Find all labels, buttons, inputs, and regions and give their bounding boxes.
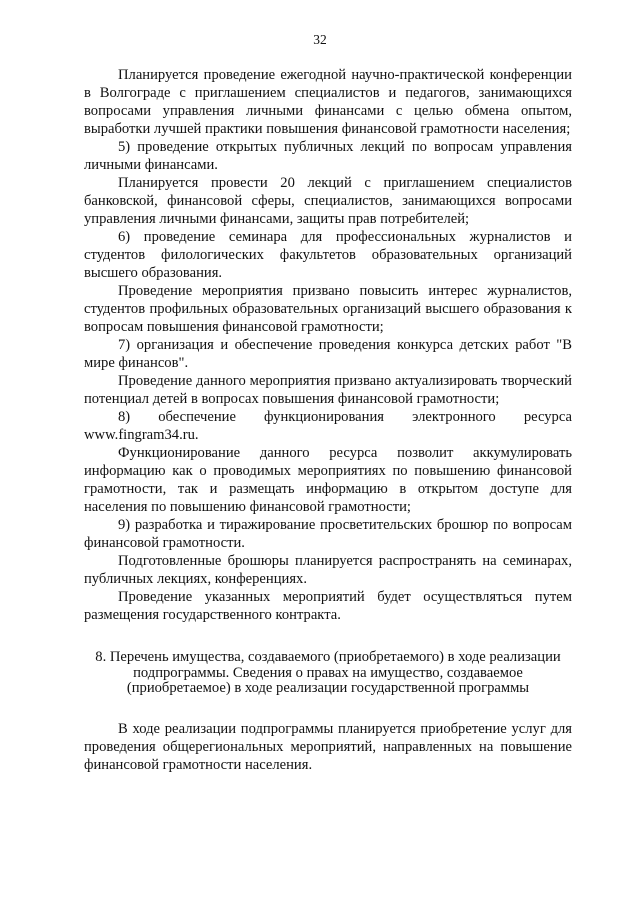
section-heading: 8. Перечень имущества, создаваемого (приобретаемого) в ходе реализации подпрограммы. Сведения о правах на имущество, создаваемое (приобретаемое) в ходе реализации государственной программы [95,649,561,696]
paragraph: 8) обеспечение функционирования электронного ресурса www.fingram34.ru. [84,409,572,443]
paragraph: 5) проведение открытых публичных лекций по вопросам управления личными финансами. [84,139,572,173]
section-paragraph: В ходе реализации подпрограммы планируется приобретение услуг для проведения общерегиональных мероприятий, направленных на повышение финансовой грамотности населения. [84,720,572,773]
paragraph: Проведение мероприятия призвано повысить интерес журналистов, студентов профильных образовательных организаций высшего образования к вопросам повышения финансовой грамотности; [84,283,572,335]
paragraph: Функционирование данного ресурса позволит аккумулировать информацию как о проводимых мероприятиях по повышению финансовой грамотности, так и размещать информацию в открытом доступе для населения по повышению финансовой грамотности; [84,445,572,515]
paragraph: 6) проведение семинара для профессиональных журналистов и студентов филологических факультетов образовательных организаций высшего образования. [84,229,572,281]
paragraph: Проведение указанных мероприятий будет осуществляться путем размещения государственного контракта. [84,589,572,623]
page-number: 32 [313,32,327,47]
paragraph: Проведение данного мероприятия призвано актуализировать творческий потенциал детей в вопросах повышения финансовой грамотности; [84,373,572,407]
document-body [84,66,572,774]
paragraph: Планируется провести 20 лекций с приглашением специалистов банковской, финансовой сферы, специалистов, занимающихся вопросами управления личными финансами, защиты прав потребителей; [84,175,572,227]
paragraph: 9) разработка и тиражирование просветительских брошюр по вопросам финансовой грамотности. [84,517,572,551]
paragraph: 7) организация и обеспечение проведения конкурса детских работ "В мире финансов". [84,337,572,371]
paragraph: Подготовленные брошюры планируется распространять на семинарах, публичных лекциях, конференциях. [84,553,572,587]
paragraph: Планируется проведение ежегодной научно-практической конференции в Волгограде с приглашением специалистов и педагогов, занимающихся вопросами управления личными финансами с целью обмена опытом, выработки лучшей практики повышения финансовой грамотности населения; [84,67,572,137]
